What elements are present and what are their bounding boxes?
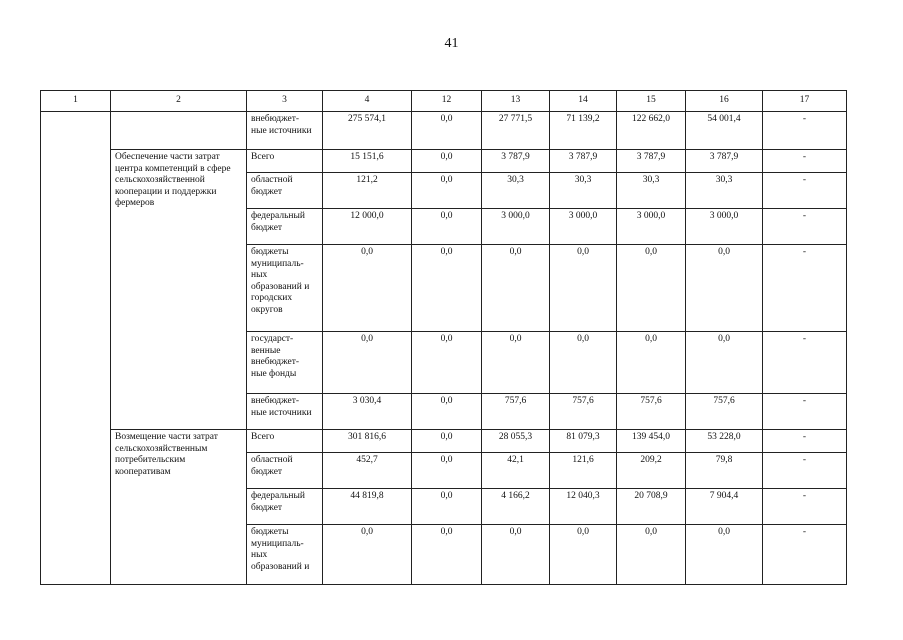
value-cell-12: 0,0: [412, 525, 482, 585]
source-cell: федеральный бюджет: [247, 209, 323, 245]
value-cell-12: 0,0: [412, 112, 482, 150]
value-cell-16: 757,6: [686, 394, 763, 430]
value-cell-15: 20 708,9: [617, 489, 686, 525]
value-cell-15: 0,0: [617, 245, 686, 332]
source-cell: внебюджет- ные источники: [247, 394, 323, 430]
value-cell-13: 0,0: [482, 525, 550, 585]
value-cell-4: 44 819,8: [323, 489, 412, 525]
value-cell-14: 0,0: [550, 525, 617, 585]
value-cell-4: 0,0: [323, 332, 412, 394]
value-cell-15: 139 454,0: [617, 430, 686, 453]
value-cell-17: -: [763, 489, 847, 525]
source-cell: бюджеты муниципаль- ных образований и городских округов: [247, 245, 323, 332]
source-cell: областной бюджет: [247, 173, 323, 209]
value-cell-17: -: [763, 209, 847, 245]
value-cell-4: 121,2: [323, 173, 412, 209]
value-cell-17: -: [763, 430, 847, 453]
value-cell-14: 30,3: [550, 173, 617, 209]
value-cell-14: 12 040,3: [550, 489, 617, 525]
value-cell-15: 3 787,9: [617, 150, 686, 173]
value-cell-14: 0,0: [550, 332, 617, 394]
value-cell-15: 122 662,0: [617, 112, 686, 150]
value-cell-17: -: [763, 150, 847, 173]
value-cell-4: 275 574,1: [323, 112, 412, 150]
value-cell-13: 42,1: [482, 453, 550, 489]
value-cell-16: 53 228,0: [686, 430, 763, 453]
value-cell-14: 0,0: [550, 245, 617, 332]
measure-name-cell: Обеспечение части затрат центра компетенций в сфере сельскохозяйственной кооперации и поддержки фермеров: [111, 150, 247, 430]
value-cell-14: 757,6: [550, 394, 617, 430]
value-cell-16: 0,0: [686, 332, 763, 394]
table-row: [41, 430, 847, 453]
value-cell-12: 0,0: [412, 489, 482, 525]
value-cell-17: -: [763, 112, 847, 150]
value-cell-17: -: [763, 173, 847, 209]
value-cell-17: -: [763, 332, 847, 394]
value-cell-15: 0,0: [617, 525, 686, 585]
value-cell-16: 3 000,0: [686, 209, 763, 245]
value-cell-14: 121,6: [550, 453, 617, 489]
value-cell-14: 81 079,3: [550, 430, 617, 453]
value-cell-15: 0,0: [617, 332, 686, 394]
name-cell: [111, 112, 247, 150]
table-row: [41, 112, 847, 150]
header-col-16: 16: [686, 91, 763, 112]
value-cell-15: 3 000,0: [617, 209, 686, 245]
col1-cell: [41, 112, 111, 585]
measure-name-cell: Возмещение части затрат сельскохозяйственным потребительским кооперативам: [111, 430, 247, 585]
page-number: 41: [444, 36, 459, 51]
value-cell-14: 71 139,2: [550, 112, 617, 150]
value-cell-15: 30,3: [617, 173, 686, 209]
source-cell: Всего: [247, 430, 323, 453]
budget-table: [40, 90, 847, 585]
header-col-15: 15: [617, 91, 686, 112]
value-cell-15: 209,2: [617, 453, 686, 489]
value-cell-17: -: [763, 245, 847, 332]
header-col-12: 12: [412, 91, 482, 112]
value-cell-13: 3 000,0: [482, 209, 550, 245]
value-cell-13: 757,6: [482, 394, 550, 430]
value-cell-17: -: [763, 525, 847, 585]
value-cell-4: 15 151,6: [323, 150, 412, 173]
value-cell-12: 0,0: [412, 209, 482, 245]
header-col-1: 1: [41, 91, 111, 112]
value-cell-14: 3 000,0: [550, 209, 617, 245]
source-cell: бюджеты муниципаль- ных образований и: [247, 525, 323, 585]
value-cell-16: 79,8: [686, 453, 763, 489]
value-cell-12: 0,0: [412, 245, 482, 332]
value-cell-16: 3 787,9: [686, 150, 763, 173]
header-col-3: 3: [247, 91, 323, 112]
value-cell-16: 30,3: [686, 173, 763, 209]
value-cell-13: 30,3: [482, 173, 550, 209]
source-cell: Всего: [247, 150, 323, 173]
value-cell-13: 0,0: [482, 332, 550, 394]
value-cell-4: 301 816,6: [323, 430, 412, 453]
header-col-4: 4: [323, 91, 412, 112]
source-cell: областной бюджет: [247, 453, 323, 489]
value-cell-13: 0,0: [482, 245, 550, 332]
value-cell-4: 0,0: [323, 525, 412, 585]
value-cell-4: 452,7: [323, 453, 412, 489]
source-cell: внебюджет- ные источники: [247, 112, 323, 150]
value-cell-4: 3 030,4: [323, 394, 412, 430]
value-cell-13: 27 771,5: [482, 112, 550, 150]
value-cell-14: 3 787,9: [550, 150, 617, 173]
value-cell-16: 7 904,4: [686, 489, 763, 525]
header-col-14: 14: [550, 91, 617, 112]
table-row: [41, 150, 847, 173]
header-row: [41, 91, 847, 112]
value-cell-4: 12 000,0: [323, 209, 412, 245]
value-cell-15: 757,6: [617, 394, 686, 430]
value-cell-12: 0,0: [412, 430, 482, 453]
value-cell-4: 0,0: [323, 245, 412, 332]
header-col-17: 17: [763, 91, 847, 112]
source-cell: государст- венные внебюджет- ные фонды: [247, 332, 323, 394]
value-cell-17: -: [763, 394, 847, 430]
value-cell-12: 0,0: [412, 332, 482, 394]
value-cell-13: 3 787,9: [482, 150, 550, 173]
value-cell-12: 0,0: [412, 453, 482, 489]
header-col-13: 13: [482, 91, 550, 112]
value-cell-12: 0,0: [412, 394, 482, 430]
table-body: [41, 112, 847, 585]
value-cell-16: 0,0: [686, 245, 763, 332]
header-col-2: 2: [111, 91, 247, 112]
value-cell-13: 4 166,2: [482, 489, 550, 525]
value-cell-12: 0,0: [412, 173, 482, 209]
value-cell-17: -: [763, 453, 847, 489]
value-cell-13: 28 055,3: [482, 430, 550, 453]
value-cell-16: 0,0: [686, 525, 763, 585]
value-cell-16: 54 001,4: [686, 112, 763, 150]
value-cell-12: 0,0: [412, 150, 482, 173]
source-cell: федеральный бюджет: [247, 489, 323, 525]
